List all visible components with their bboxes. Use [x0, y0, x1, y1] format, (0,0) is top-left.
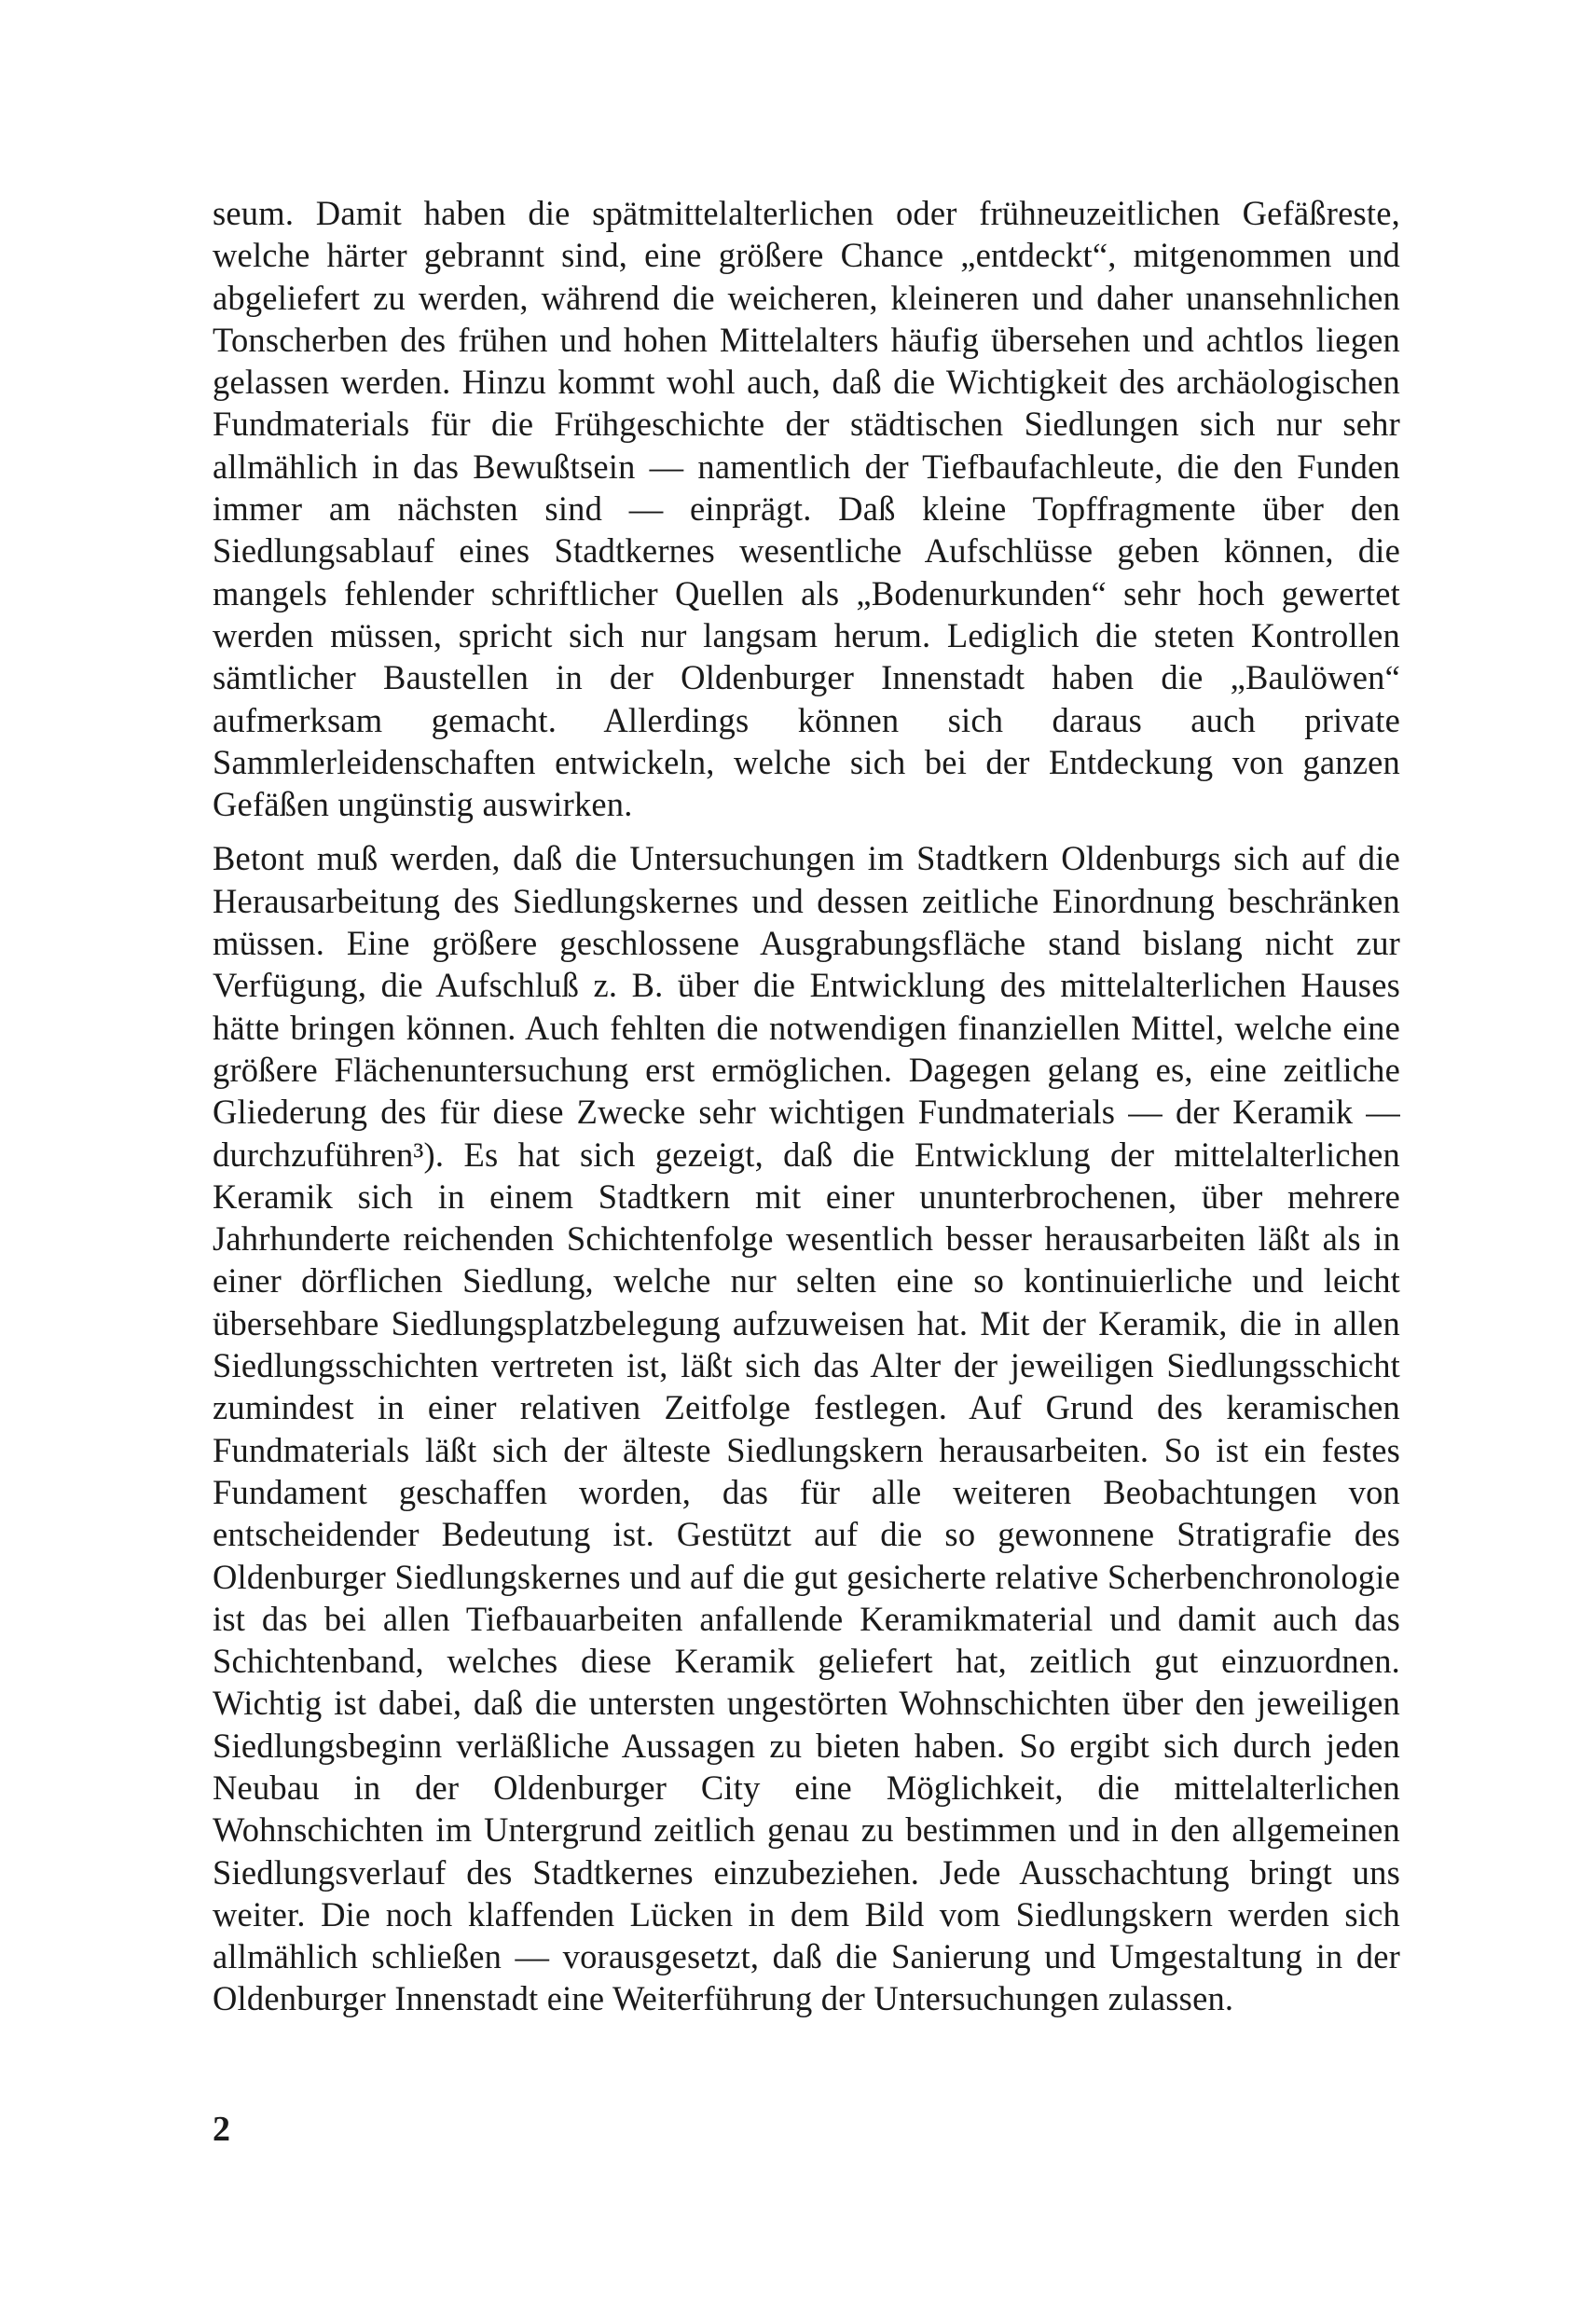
paragraph-2: Betont muß werden, daß die Untersuchungen im Stadtkern Oldenburgs sich auf die Herausarbeitung des Siedlungskernes und dessen zeitliche Einordnung beschränken müssen. Eine größere geschlossene Ausgrabungsfläche stand bislang nicht zur Verfügung, die Aufschluß z. B. über die Entwicklung des mittelalterlichen Hauses hätte bringen können. Auch fehlten die notwendigen finanziellen Mittel, welche eine größere Flächenuntersuchung erst ermöglichen. Dagegen gelang es, eine zeitliche Gliederung des für diese Zwecke sehr wichtigen Fundmaterials — der Keramik — durchzuführen³). Es hat sich gezeigt, daß die Entwicklung der mittelalterlichen Keramik sich in einem Stadtkern mit einer ununterbrochenen, über mehrere Jahrhunderte reichenden Schichtenfolge wesentlich besser herausarbeiten läßt als in einer dörflichen Siedlung, welche nur selten eine so kontinuierliche und leicht übersehbare Siedlungsplatzbelegung aufzuweisen hat. Mit der Keramik, die in allen Siedlungsschichten vertreten ist, läßt sich das Alter der jeweiligen Siedlungsschicht zumindest in einer relativen Zeitfolge festlegen. Auf Grund des keramischen Fundmaterials läßt sich der älteste Siedlungskern herausarbeiten. So ist ein festes Fundament geschaffen worden, das für alle weiteren Beobachtungen von entscheidender Bedeutung ist. Gestützt auf die so gewonnene Stratigrafie des Oldenburger Siedlungskernes und auf die gut gesicherte relative Scherbenchronologie ist das bei allen Tiefbauarbeiten anfallende Keramikmaterial und damit auch das Schichtenband, welches diese Keramik geliefert hat, zeitlich gut einzuordnen. Wichtig ist dabei, daß die untersten ungestörten Wohnschichten über den jeweiligen Siedlungsbeginn verläßliche Aussagen zu bieten haben. So ergibt sich durch jeden Neubau in der Oldenburger City eine Möglichkeit, die mittelalterlichen Wohnschichten im Untergrund zeitlich genau zu bestimmen und in den allgemeinen Siedlungsverlauf des Stadtkernes einzubeziehen. Jede Ausschachtung bringt uns weiter. Die noch klaffenden Lücken in dem Bild vom Siedlungskern werden sich allmählich schließen — vorausgesetzt, daß die Sanierung und Umgestaltung in der Oldenburger Innenstadt eine Weiterführung der Untersuchungen zulassen. [213, 839, 1400, 2018]
page-number: 2 [213, 2110, 230, 2149]
body-text [213, 192, 1400, 2020]
paragraph-1: seum. Damit haben die spätmittelalterlichen oder frühneuzeitlichen Gefäßreste, welche härter gebrannt sind, eine größere Chance „entdeckt“, mitgenommen und abgeliefert zu werden, während die weicheren, kleineren und daher unansehnlichen Tonscherben des frühen und hohen Mittelalters häufig übersehen und achtlos liegen gelassen werden. Hinzu kommt wohl auch, daß die Wichtigkeit des archäologischen Fundmaterials für die Frühgeschichte der städtischen Siedlungen sich nur sehr allmählich in das Bewußtsein — namentlich der Tiefbaufachleute, die den Funden immer am nächsten sind — einprägt. Daß kleine Topffragmente über den Siedlungsablauf eines Stadtkernes wesentliche Aufschlüsse geben können, die mangels fehlender schriftlicher Quellen als „Bodenurkunden“ sehr hoch gewertet werden müssen, spricht sich nur langsam herum. Lediglich die steten Kontrollen sämtlicher Baustellen in der Oldenburger Innenstadt haben die „Baulöwen“ aufmerksam gemacht. Allerdings können sich daraus auch private Sammlerleidenschaften entwickeln, welche sich bei der Entdeckung von ganzen Gefäßen ungünstig auswirken. [213, 194, 1400, 824]
